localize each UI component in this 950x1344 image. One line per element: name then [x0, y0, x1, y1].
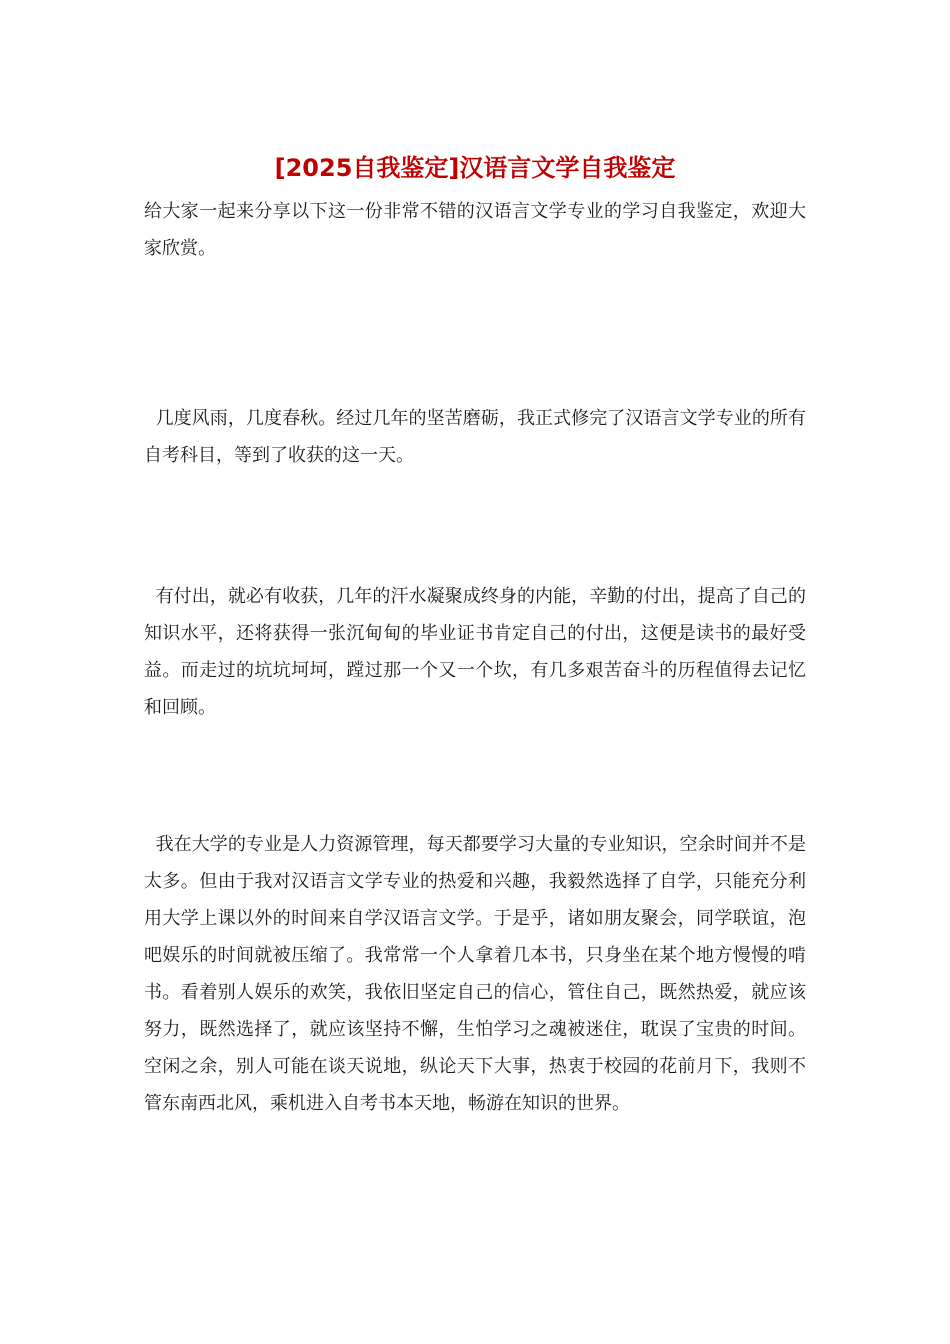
body-paragraph-2: 有付出，就必有收获，几年的汗水凝聚成终身的内能，辛勤的付出，提高了自己的知识水平，还将获得一张沉甸甸的毕业证书肯定自己的付出，这便是读书的最好受益。而走过的坑坑坷坷，蹚过那一个又一个坎，有几多艰苦奋斗的历程值得去记忆和回顾。: [144, 586, 806, 718]
document-title: [2025自我鉴定]汉语言文学自我鉴定: [274, 154, 676, 182]
body-paragraph-3: 我在大学的专业是人力资源管理，每天都要学习大量的专业知识，空余时间并不是太多。但由于我对汉语言文学专业的热爱和兴趣，我毅然选择了自学，只能充分利用大学上课以外的时间来自学汉语言文学。于是乎，诸如朋友聚会，同学联谊，泡吧娱乐的时间就被压缩了。我常常一个人拿着几本书，只身坐在某个地方慢慢的啃书。看着别人娱乐的欢笑，我依旧坚定自己的信心，管住自己，既然热爱，就应该努力，既然选择了，就应该坚持不懈，生怕学习之魂被迷住，耽误了宝贵的时间。空闲之余，别人可能在谈天说地，纵论天下大事，热衷于校园的花前月下，我则不管东南西北风，乘机进入自考书本天地，畅游在知识的世界。: [144, 834, 806, 1114]
intro-paragraph: 给大家一起来分享以下这一份非常不错的汉语言文学专业的学习自我鉴定，欢迎大家欣赏。: [144, 201, 806, 259]
body-paragraph-1: 几度风雨，几度春秋。经过几年的坚苦磨砺，我正式修完了汉语言文学专业的所有自考科目，等到了收获的这一天。: [144, 408, 806, 466]
